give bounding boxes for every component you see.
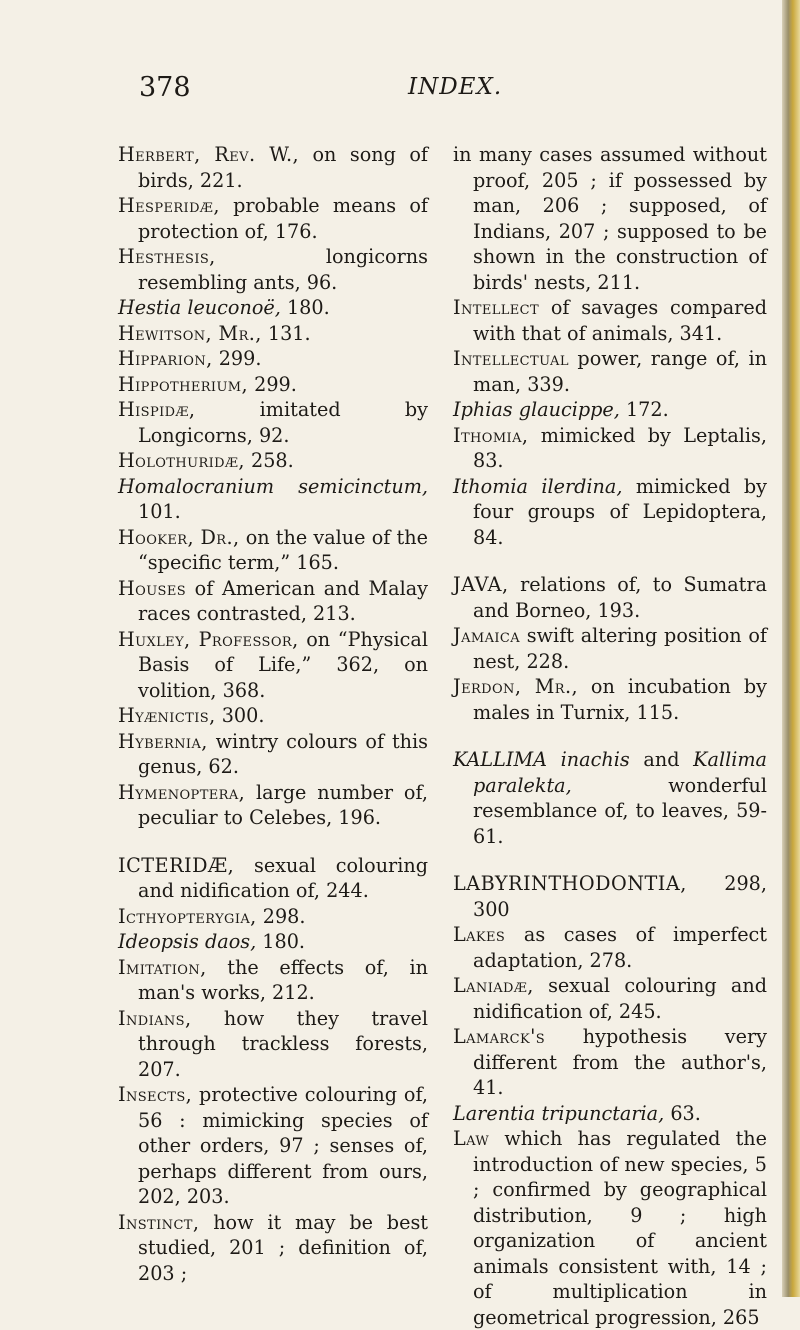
index-entry-heading: Indians, <box>118 1006 192 1030</box>
index-entry <box>118 955 428 1006</box>
index-entry-heading: Hippotherium, <box>118 372 249 396</box>
index-entry-text: wintry colours of this genus, 62. <box>138 729 428 778</box>
index-entry-heading: Hewitson, Mr., <box>118 321 262 345</box>
index-entry-heading: Hesthesis, <box>118 245 216 268</box>
index-entry-text: 172. <box>619 398 669 421</box>
index-entry-text: 300. <box>215 704 265 727</box>
index-entry-heading: Lamarck's <box>453 1025 546 1048</box>
index-entry <box>118 929 428 955</box>
index-entry <box>118 1210 428 1287</box>
index-entry-heading: Homalocranium semicinctum, <box>118 474 428 498</box>
index-entry-text: how they travel through trackless forests, 207. <box>138 1006 428 1081</box>
index-entry-heading: KALLIMA inachis <box>453 748 630 771</box>
index-entry-text: 101. <box>138 500 181 523</box>
index-entry-heading: Houses <box>118 576 187 600</box>
page-number: 378 <box>139 72 191 103</box>
index-entry-text: 258. <box>244 449 294 472</box>
index-entry-text: imitated by Longicorns, 92. <box>138 398 428 447</box>
index-entry-heading: Ithomia ilerdina, <box>453 474 623 498</box>
index-entry-text: how it may be best studied, 201 ; definition of, 203 ; <box>138 1210 428 1285</box>
index-entry <box>453 747 767 849</box>
index-entry <box>453 142 767 295</box>
index-entry-text: relations of, to Sumatra and Borneo, 193. <box>473 573 767 622</box>
index-entry-text: 299. <box>248 372 297 396</box>
index-entry <box>118 853 428 904</box>
index-entry <box>453 572 767 623</box>
index-entry <box>118 244 428 295</box>
index-column-right <box>453 142 767 1330</box>
index-entry-heading: Hesperidæ, <box>118 194 220 217</box>
index-entry-heading: Hestia leuconoë, <box>118 296 281 319</box>
index-entry <box>118 142 428 193</box>
index-entry-heading: Hymenoptera, <box>118 780 246 804</box>
index-entry-heading: Hyænictis, <box>118 704 216 727</box>
index-entry-text: 298. <box>256 904 306 928</box>
index-entry-heading: Jerdon, Mr., <box>453 675 578 698</box>
index-entry-heading: Intellect <box>453 296 540 319</box>
index-entry-heading: Larentia tripunctaria, <box>453 1101 665 1125</box>
index-entry <box>118 474 428 525</box>
index-entry <box>118 397 428 448</box>
index-entry <box>118 295 428 321</box>
index-entry-heading: Lakes <box>453 923 506 946</box>
index-entry <box>453 623 767 674</box>
index-entry <box>453 423 767 474</box>
index-entry-text: the effects of, in man's works, 212. <box>138 955 428 1004</box>
index-entry <box>118 627 428 704</box>
index-entry-text: of American and Malay races contrasted, 213. <box>138 576 428 625</box>
index-entry <box>453 871 767 922</box>
index-entry-text: sexual colouring and nidification of, 245. <box>473 974 767 1023</box>
index-entry-text: wonderful resemblance of, to leaves, 59-61. <box>473 773 767 848</box>
index-entry-text: large number of, peculiar to Celebes, 196. <box>138 780 428 829</box>
index-entry-text: probable means of protection of, 176. <box>138 194 428 243</box>
index-entry-text: hypothesis very different from the author's, 41. <box>473 1025 767 1099</box>
index-entry-text: mimicked by Leptalis, 83. <box>473 423 767 472</box>
page-header <box>0 72 780 112</box>
index-entry <box>118 780 428 831</box>
index-entry-heading: ICTERIDÆ, <box>118 853 235 877</box>
index-entry <box>118 904 428 930</box>
index-entry-heading: Holothuridæ, <box>118 449 245 472</box>
index-entry <box>118 372 428 398</box>
page-edge <box>782 0 800 1297</box>
index-entry <box>118 729 428 780</box>
index-entry <box>118 1006 428 1083</box>
index-entry <box>453 397 767 423</box>
index-entry-heading: Intellectual <box>453 347 569 370</box>
index-entry-heading: Herbert, Rev. W., <box>118 143 300 166</box>
index-entry-heading: Ithomia, <box>453 423 529 447</box>
index-entry-text: power, range of, in man, 339. <box>473 347 767 396</box>
index-entry-heading: JAVA, <box>453 573 509 596</box>
index-entry-heading: Imitation, <box>118 955 207 979</box>
index-entry-text: 180. <box>256 930 306 953</box>
index-entry-heading: Hipparion, <box>118 347 213 370</box>
index-entry <box>118 1082 428 1210</box>
index-entry <box>118 346 428 372</box>
index-entry <box>118 525 428 576</box>
index-entry <box>453 474 767 551</box>
index-entry <box>453 1024 767 1101</box>
index-entry-text: swift altering position of nest, 228. <box>473 624 767 673</box>
index-entry <box>118 703 428 729</box>
index-entry-heading: Instinct, <box>118 1210 200 1234</box>
index-entry-text: 180. <box>280 296 330 319</box>
index-entry <box>118 321 428 347</box>
index-entry-text: and <box>629 748 694 771</box>
index-entry-heading: Huxley, Professor, <box>118 627 299 651</box>
index-entry-text: which has regulated the introduction of new species, 5 ; confirmed by geographical distribution, 9 ; high organization of ancient animals consistent with, 14 ; of multiplication in geometrical progression, 265 <box>473 1127 767 1329</box>
index-entry-text: on incubation by males in Turnix, 115. <box>473 675 768 724</box>
index-entry-heading: Icthyopterygia, <box>118 904 257 928</box>
index-entry <box>453 973 767 1024</box>
index-entry-heading: Hybernia, <box>118 729 208 753</box>
index-entry <box>453 1126 767 1330</box>
index-entry-heading: Hispidæ, <box>118 398 196 421</box>
index-entry <box>453 922 767 973</box>
running-head: INDEX. <box>408 74 503 100</box>
index-entry <box>453 1101 767 1127</box>
index-entry-text: mimicked by four groups of Lepidoptera, 84. <box>473 474 768 549</box>
index-entry-text: 131. <box>261 321 311 345</box>
index-entry-heading: Kallima paralekta, <box>473 748 767 797</box>
index-entry-text: 299. <box>212 347 262 370</box>
index-entry-text: on “Physical Basis of Life,” 362, on volition, 368. <box>138 627 428 702</box>
index-entry-heading: Ideopsis daos, <box>118 930 257 953</box>
index-entry-heading: Insects, <box>118 1083 193 1106</box>
index-entry <box>453 346 767 397</box>
index-entry-text: as cases of imperfect adaptation, 278. <box>473 923 767 972</box>
index-entry-text: on the value of the “specific term,” 165. <box>138 525 428 574</box>
index-entry <box>453 674 767 725</box>
index-entry-text: 63. <box>664 1101 701 1125</box>
index-entry <box>118 193 428 244</box>
index-entry <box>453 295 767 346</box>
index-entry-text: of savages compared with that of animals, 341. <box>473 296 767 345</box>
index-entry-heading: Hooker, Dr., <box>118 525 240 549</box>
index-entry-text: sexual colouring and nidification of, 244. <box>138 853 428 902</box>
index-entry-text: in many cases assumed without proof, 205 ; if possessed by man, 206 ; supposed, of Indians, 207 ; supposed to be shown in the construction of birds' nests, 211. <box>453 143 767 294</box>
index-entry <box>118 448 428 474</box>
index-entry-heading: LABYRINTHODONTIA, <box>453 872 687 895</box>
index-entry-heading: Laniadæ, <box>453 974 534 997</box>
index-column-left <box>118 142 428 1286</box>
index-entry-text: on song of birds, 221. <box>138 143 428 192</box>
index-entry <box>118 576 428 627</box>
index-entry-text: protective colouring of, 56 : mimicking species of other orders, 97 ; senses of, perhaps different from ours, 202, 203. <box>138 1083 428 1208</box>
index-entry-heading: Law <box>453 1127 490 1150</box>
index-entry-text: 298, 300 <box>473 872 767 921</box>
index-entry-heading: Iphias glaucippe, <box>453 398 620 421</box>
index-entry-heading: Jamaica <box>453 624 521 647</box>
index-entry-text: longicorns resembling ants, 96. <box>138 245 428 294</box>
